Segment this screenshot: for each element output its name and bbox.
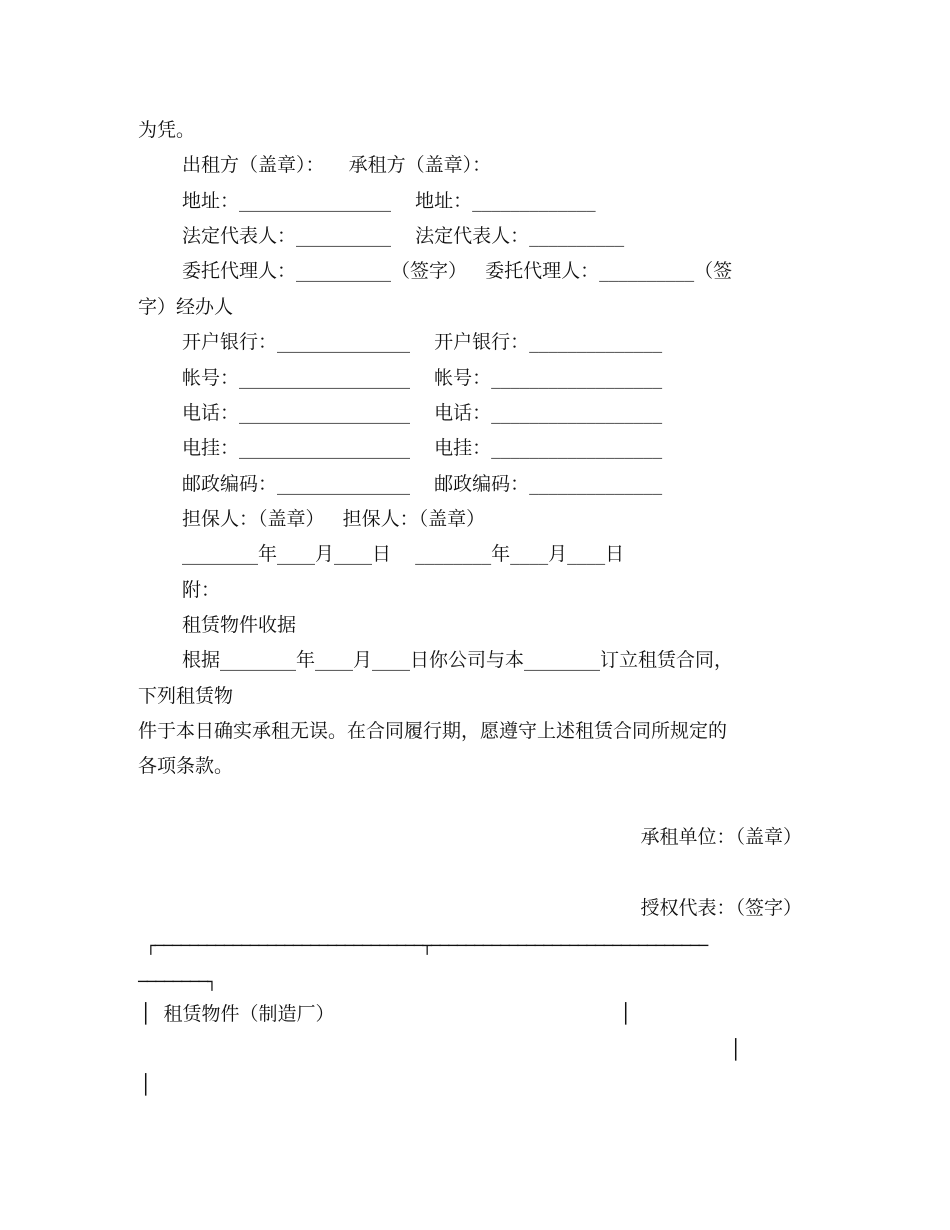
agent-row-continued: 字）经办人: [138, 296, 234, 318]
appendix-label: 附：: [182, 579, 221, 601]
table-border-top-continued: ────────┐: [138, 972, 216, 991]
account-row: 帐号：__________________ 帐号：__________________: [182, 367, 663, 389]
receipt-body: 根据________年____月____日你公司与本________订立租赁合同，: [182, 649, 734, 671]
party-seal-header: 出租方（盖章）： 承租方（盖章）：: [182, 154, 492, 176]
text-line: 为凭。: [138, 119, 196, 141]
table-cell-divider: │: [620, 1003, 632, 1025]
receipt-body: 各项条款。: [138, 755, 234, 777]
receipt-body: 下列租赁物: [138, 685, 234, 707]
table-cell-item: │ 租赁物件（制造厂）: [140, 1003, 335, 1025]
receipt-title: 租赁物件收据: [182, 614, 297, 636]
receipt-body: 件于本日确实承租无误。在合同履行期，愿遵守上述租赁合同所规定的: [138, 720, 728, 742]
bank-row: 开户银行：______________ 开户银行：______________: [182, 331, 663, 353]
table-border-top: ┌───────────────────────────────┬────────────────────────────────: [146, 936, 708, 955]
table-cell-divider: │: [140, 1074, 152, 1096]
authorized-rep-line: 授权代表：（签字）: [640, 897, 802, 919]
address-row: 地址：________________ 地址：_____________: [182, 190, 596, 212]
telex-row: 电挂：__________________ 电挂：__________________: [182, 437, 663, 459]
date-row: ________年____月____日 ________年____月____日: [182, 543, 625, 565]
legal-rep-row: 法定代表人：__________ 法定代表人：__________: [182, 225, 625, 247]
agent-row: 委托代理人：__________（签字） 委托代理人：__________（签: [182, 260, 733, 282]
table-cell-divider: │: [730, 1039, 742, 1061]
postcode-row: 邮政编码：______________ 邮政编码：______________: [182, 473, 663, 495]
guarantor-row: 担保人：（盖章） 担保人：（盖章）: [182, 508, 486, 530]
phone-row: 电话：__________________ 电话：__________________: [182, 402, 663, 424]
lessee-seal-line: 承租单位：（盖章）: [640, 826, 802, 848]
